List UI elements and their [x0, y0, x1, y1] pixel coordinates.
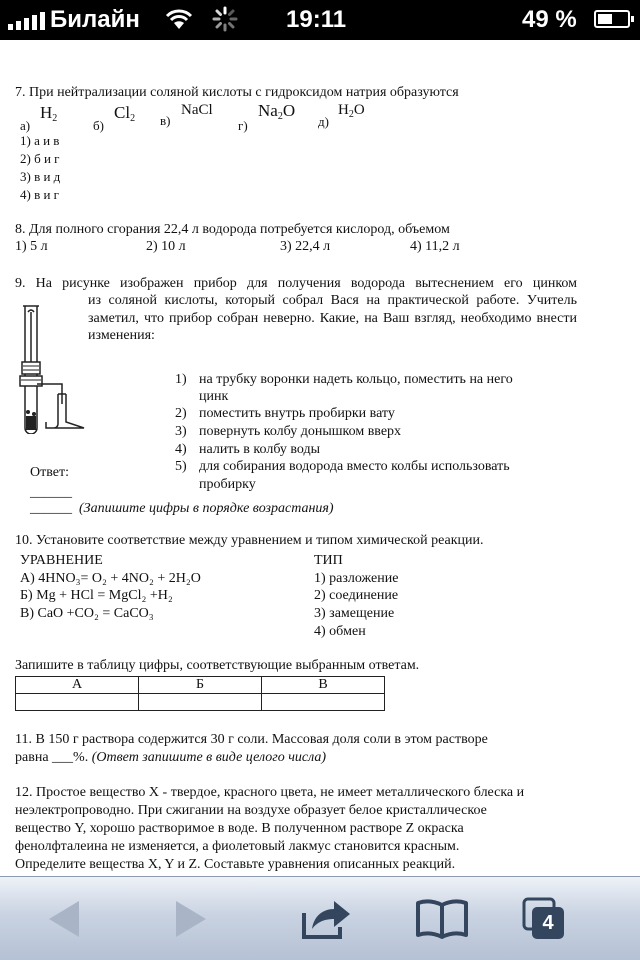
option-number: 4)	[175, 442, 187, 457]
answer-option: 3) в и д	[20, 169, 61, 184]
status-bar	[0, 0, 640, 40]
question-9-text-cont: из соляной кислоты, который собрал Вася на практической работе. Учитель заметил, что прибор собран неверно. Какие, на Ваш взгляд, необходимо внести изменения:	[88, 293, 577, 343]
column-heading: ТИП	[314, 553, 343, 568]
browser-toolbar	[0, 876, 640, 960]
option-text: налить в колбу воды	[199, 442, 321, 457]
option-text: повернуть колбу донышком вверх	[199, 424, 402, 439]
battery-icon	[594, 10, 630, 28]
option-text: для собирания водорода вместо колбы использовать	[199, 459, 510, 474]
question-9-text: 9. На рисунке изображен прибор для получения водорода вытеснением его цинком	[15, 276, 577, 291]
answer-option: 2) 10 л	[146, 239, 186, 254]
equation: В) CaO +CO₂ = CaCO₃	[20, 606, 154, 621]
reaction-type: 3) замещение	[314, 606, 395, 621]
activity-spinner-icon	[212, 6, 238, 39]
question-8-text: 8. Для полного сгорания 22,4 л водорода потребуется кислород, объемом	[15, 222, 450, 237]
table-cell	[262, 694, 385, 711]
answer-option: 1) а и в	[20, 133, 60, 148]
web-page-content[interactable]	[0, 40, 640, 876]
option-formula: $H_2$	[40, 103, 58, 124]
signal-strength-icon	[8, 10, 45, 30]
option-number: 5)	[175, 459, 187, 474]
answer-table	[15, 676, 385, 711]
equation: Б) Mg + HCl = MgCl₂ +H₂	[20, 588, 173, 603]
option-number: 2)	[175, 406, 187, 421]
clock: 19:11	[286, 6, 347, 33]
answer-option: 4) в и г	[20, 187, 60, 202]
question-11-text-cont: равна ___%. (Ответ запишите в виде целого числа)	[15, 750, 327, 765]
answer-label: Ответ:	[30, 465, 69, 480]
table-cell	[139, 694, 262, 711]
answer-option: 4) 11,2 л	[410, 239, 460, 254]
option-formula: $Cl_2$	[114, 103, 136, 124]
equation: А) 4HNO₃= O₂ + 4NO₂ + 2H₂O	[20, 571, 201, 586]
share-button[interactable]	[296, 891, 356, 947]
question-12-line: 12. Простое вещество X - твердое, красного цвета, не имеет металлического блеска и	[15, 785, 525, 800]
table-header-cell: Б	[139, 677, 262, 694]
wifi-icon	[164, 7, 194, 38]
bookmarks-button[interactable]	[412, 891, 472, 947]
answer-blank: ______	[30, 485, 72, 500]
option-number: 3)	[175, 424, 187, 439]
battery-percentage: 49 %	[522, 6, 577, 33]
option-text: цинк	[199, 389, 229, 404]
option-formula: $Na_2O$	[258, 101, 296, 122]
answer-option: 3) 22,4 л	[280, 239, 331, 254]
option-letter: в)	[160, 113, 171, 128]
option-formula: $H_2O$	[338, 102, 365, 120]
share-icon	[296, 891, 356, 947]
lab-apparatus-illustration	[14, 304, 86, 440]
answer-note: (Запишите цифры в порядке возрастания)	[79, 501, 334, 516]
option-text: пробирку	[199, 477, 256, 492]
carrier-name: Билайн	[50, 6, 140, 33]
option-formula: NaCl	[181, 102, 213, 118]
question-7-text: 7. При нейтрализации соляной кислоты с гидроксидом натрия образуются	[15, 85, 459, 100]
back-arrow-icon	[35, 891, 95, 947]
option-text: поместить внутрь пробирки вату	[199, 406, 395, 421]
answer-option: 1) 5 л	[15, 239, 48, 254]
answer-option: 2) б и г	[20, 151, 60, 166]
option-text: на трубку воронки надеть кольцо, поместить на него	[199, 372, 513, 387]
bookmarks-book-icon	[412, 891, 472, 947]
reaction-type: 4) обмен	[314, 624, 366, 639]
reaction-type: 1) разложение	[314, 571, 399, 586]
forward-button[interactable]	[160, 891, 220, 947]
table-header-cell: А	[16, 677, 139, 694]
question-11-text: 11. В 150 г раствора содержится 30 г соли. Массовая доля соли в этом растворе	[15, 732, 488, 747]
table-instruction: Запишите в таблицу цифры, соответствующие выбранным ответам.	[15, 658, 420, 673]
reaction-type: 2) соединение	[314, 588, 399, 603]
question-12-line: неэлектропроводно. При сжигании на воздухе образует белое кристаллическое	[15, 803, 487, 818]
answer-blank: ______	[30, 501, 72, 516]
table-header-cell: В	[262, 677, 385, 694]
question-12-line: вещество Y, хорошо растворимое в воде. В полученном растворе Z окраска	[15, 821, 464, 836]
forward-arrow-icon	[160, 891, 220, 947]
question-10-text: 10. Установите соответствие между уравнением и типом химической реакции.	[15, 533, 484, 548]
option-letter: г)	[238, 118, 248, 133]
back-button[interactable]	[35, 891, 95, 947]
open-tabs-count: 4	[542, 912, 554, 934]
option-letter: б)	[93, 118, 104, 133]
question-12-line: Определите вещества X, Y и Z. Составьте уравнения описанных реакций.	[15, 857, 456, 872]
option-letter: д)	[318, 114, 329, 129]
question-12-line: фенолфталеина не изменяется, а фиолетовый лакмус становится красным.	[15, 839, 460, 854]
tabs-button[interactable]	[518, 891, 578, 947]
table-cell	[16, 694, 139, 711]
option-letter: а)	[20, 118, 31, 133]
column-heading: УРАВНЕНИЕ	[20, 553, 103, 568]
option-number: 1)	[175, 372, 187, 387]
